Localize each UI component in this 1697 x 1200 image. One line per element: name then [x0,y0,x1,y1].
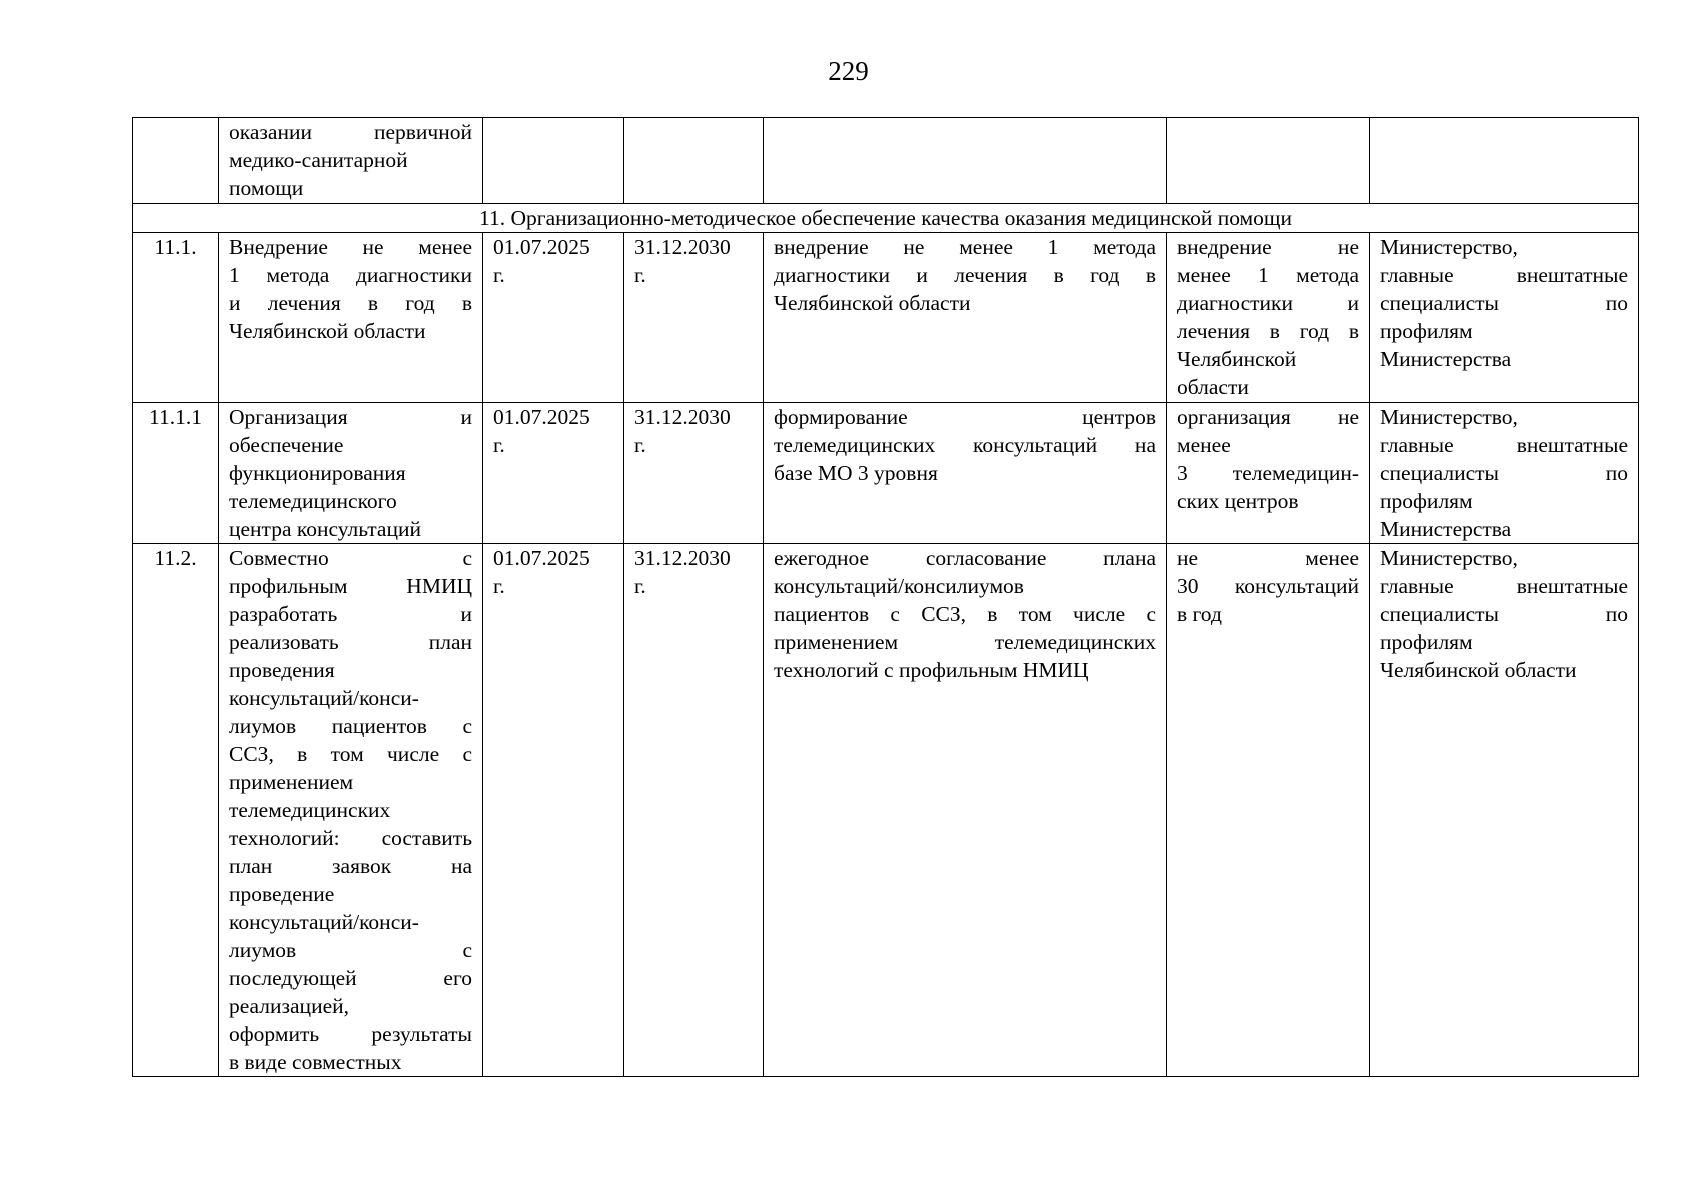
cell-name [219,544,483,1077]
cell-text-line: менее 1 метода [1177,263,1359,287]
cell-text-line: консультаций/конси- [229,910,419,934]
table-row [133,233,1639,403]
cell-num: 11.1.1 [133,403,219,544]
cell-text-line: в виде совместных [229,1050,402,1074]
cell-text-line: профильным НМИЦ [229,574,472,598]
cell-text-line: применением [229,770,354,794]
cell-text-line: медико-санитарной [229,148,408,172]
cell-text-line: применением телемедицинских [774,630,1156,654]
cell-text-line: диагностики и [1177,291,1359,315]
cell-text-line: обеспечение [229,433,344,457]
cell-text-line: профилям [1380,630,1473,654]
cell-text-line: внедрение не менее 1 метода [774,235,1156,259]
cell-text-line: г. [634,574,646,598]
cell-text-line: ских центров [1177,489,1299,513]
cell-text-line: профилям [1380,319,1473,343]
cell-text-line: профилям [1380,489,1473,513]
cell-text-line: специалисты по [1380,291,1628,315]
page-number: 229 [828,56,869,86]
cell-indicator [1167,233,1370,403]
measures-table [132,117,1639,1077]
cell-text-line: Совместно с [229,546,472,570]
cell-text-line: консультаций/консилиумов [774,574,1024,598]
cell-text-line: Челябинской области [1380,658,1577,682]
cell-text-line: лиумов с [229,938,472,962]
cell-end [624,233,764,403]
cell-text-line: функционирования [229,461,406,485]
cell-text-line: области [1177,375,1249,399]
cell-text-line: 01.07.2025 [493,546,590,570]
cell-text-line: 01.07.2025 [493,405,590,429]
cell-text-line: базе МО 3 уровня [774,461,938,485]
cell-text-line: Министерство, [1380,546,1518,570]
cell-text-line: главные внештатные [1380,433,1628,457]
cell-indicator [1167,403,1370,544]
cell-num: 11.2. [133,544,219,1077]
cell-text-line: 30 консультаций [1177,574,1359,598]
cell-text-line: технологий с профильным НМИЦ [774,658,1089,682]
cell-text-line: 31.12.2030 [634,405,731,429]
cell-responsible [1370,544,1639,1077]
cell-text-line: последующей его [229,966,472,990]
cell-name [219,118,483,204]
cell-text-line: Челябинской области [229,319,426,343]
cell-description [764,544,1167,1077]
cell-text-line: 1 метода диагностики [229,263,472,287]
cell-text-line: г. [493,263,505,287]
cell-text-line: проведение [229,882,335,906]
cell-text-line: г. [493,574,505,598]
cell-responsible [1370,233,1639,403]
cell-start [483,544,624,1077]
cell-num [133,118,219,204]
cell-text-line: формирование центров [774,405,1156,429]
cell-name [219,403,483,544]
cell-responsible [1370,403,1639,544]
cell-text-line: лиумов пациентов с [229,714,472,738]
cell-text-line: в год [1177,602,1222,626]
table-row [133,544,1639,1077]
cell-text-line: Организация и [229,405,472,429]
cell-end [624,118,764,204]
cell-text-line: план заявок на [229,854,472,878]
cell-description [764,233,1167,403]
cell-text-line: г. [634,433,646,457]
cell-text-line: Министерства [1380,347,1512,371]
cell-text-line: пациентов с ССЗ, в том числе с [774,602,1156,626]
cell-responsible [1370,118,1639,204]
cell-text-line: реализацией, [229,994,349,1018]
cell-name [219,233,483,403]
cell-text-line: технологий: составить [229,826,472,850]
table-row [133,403,1639,544]
cell-indicator [1167,118,1370,204]
cell-text-line: проведения [229,658,335,682]
cell-text-line: 01.07.2025 [493,235,590,259]
cell-text-line: консультаций/конси- [229,686,419,710]
cell-text-line: лечения в год в [1177,319,1359,343]
cell-text-line: Министерство, [1380,235,1518,259]
section-header-row [133,204,1639,233]
cell-text-line: Челябинской области [774,291,971,315]
cell-text-line: и лечения в год в [229,291,472,315]
table-row-continuation [133,118,1639,204]
section-title: 11. Организационно-методическое обеспечение качества оказания медицинской помощи [133,204,1639,233]
cell-text-line: внедрение не [1177,235,1359,259]
cell-text-line: телемедицинских консультаций на [774,433,1156,457]
cell-indicator [1167,544,1370,1077]
cell-text-line: центра консультаций [229,517,421,541]
cell-text-line: телемедицинского [229,489,397,513]
cell-text-line: ежегодное согласование плана [774,546,1156,570]
cell-text-line: разработать и [229,602,472,626]
cell-text-line: менее [1177,433,1231,457]
cell-start [483,118,624,204]
cell-text-line: специалисты по [1380,602,1628,626]
cell-description [764,118,1167,204]
cell-text-line: телемедицинских [229,798,391,822]
cell-text-line: ССЗ, в том числе с [229,742,472,766]
cell-text-line: 31.12.2030 [634,235,731,259]
cell-start [483,403,624,544]
cell-description [764,403,1167,544]
cell-text-line: г. [493,433,505,457]
cell-text-line: Внедрение не менее [229,235,472,259]
cell-text-line: организация не [1177,405,1359,429]
cell-end [624,544,764,1077]
cell-text-line: Челябинской [1177,347,1297,371]
cell-text-line: Министерство, [1380,405,1518,429]
cell-text-line: главные внештатные [1380,263,1628,287]
cell-text-line: оказании первичной [229,120,472,144]
cell-text-line: 31.12.2030 [634,546,731,570]
cell-text-line: оформить результаты [229,1022,472,1046]
cell-end [624,403,764,544]
cell-text-line: диагностики и лечения в год в [774,263,1156,287]
cell-text-line: Министерства [1380,517,1512,541]
cell-text-line: главные внештатные [1380,574,1628,598]
cell-num: 11.1. [133,233,219,403]
cell-text-line: г. [634,263,646,287]
cell-text-line: не менее [1177,546,1359,570]
cell-text-line: помощи [229,176,304,200]
cell-text-line: специалисты по [1380,461,1628,485]
cell-text-line: реализовать план [229,630,472,654]
cell-text-line: 3 телемедицин- [1177,461,1359,485]
cell-start [483,233,624,403]
